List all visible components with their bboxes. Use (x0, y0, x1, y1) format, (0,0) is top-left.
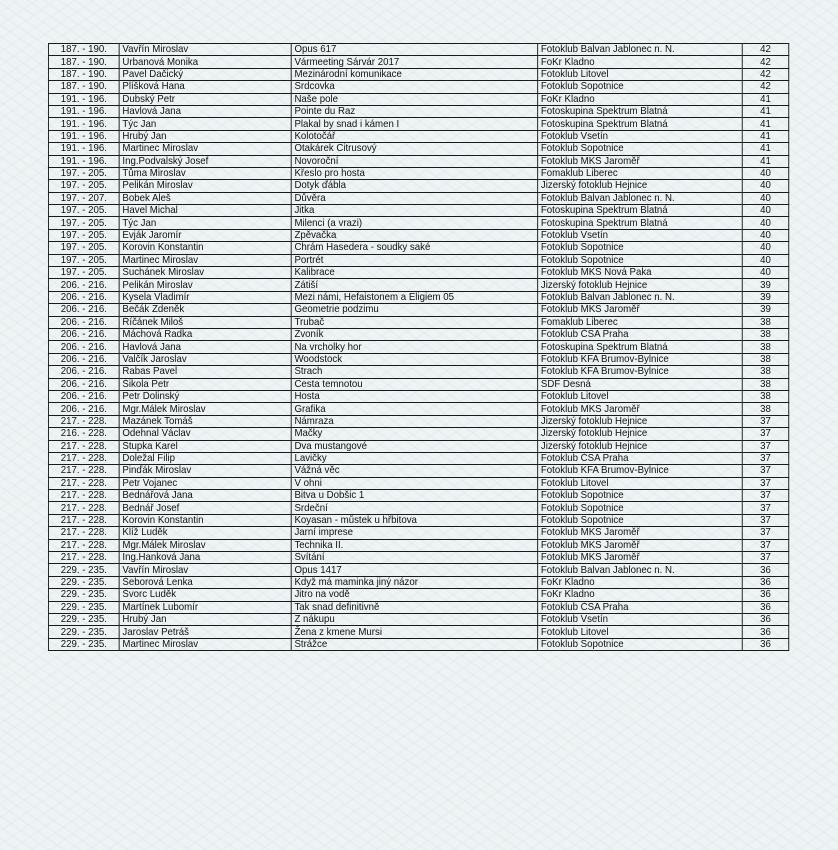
photo-title-cell: Opus 617 (291, 44, 537, 56)
photo-title-cell: Chrám Hasedera - soudky saké (291, 242, 537, 254)
table-row (48, 403, 788, 415)
rank-cell: 197. - 205. (48, 267, 119, 279)
score-cell: 42 (742, 56, 789, 68)
rank-cell: 197. - 205. (48, 254, 119, 266)
club-cell: Fotoskupina Spektrum Blatná (538, 341, 743, 353)
author-name-cell: Martinec Miroslav (119, 254, 291, 266)
photo-title-cell: Tak snad definitivně (291, 601, 537, 613)
table-row (48, 465, 788, 477)
club-cell: Fotoklub Balvan Jablonec n. N. (538, 192, 743, 204)
score-cell: 37 (742, 452, 789, 464)
score-cell: 36 (742, 601, 789, 613)
rank-cell: 229. - 235. (48, 613, 119, 625)
author-name-cell: Bobek Aleš (119, 192, 291, 204)
table-row (48, 353, 788, 365)
photo-title-cell: Bitva u Dobšic 1 (291, 490, 537, 502)
author-name-cell: Ing.Podvalský Josef (119, 155, 291, 167)
club-cell: Fotoklub Sopotnice (538, 638, 743, 650)
club-cell: Fotoklub KFA Brumov-Bylnice (538, 366, 743, 378)
table-row (48, 242, 788, 254)
score-cell: 38 (742, 366, 789, 378)
club-cell: FoKr Kladno (538, 93, 743, 105)
author-name-cell: Pavel Dačický (119, 68, 291, 80)
rank-cell: 229. - 235. (48, 638, 119, 650)
rank-cell: 206. - 216. (48, 366, 119, 378)
rank-cell: 197. - 205. (48, 217, 119, 229)
club-cell: Jizerský fotoklub Hejnice (538, 415, 743, 427)
club-cell: Fotoskupina Spektrum Blatná (538, 217, 743, 229)
author-name-cell: Petr Dolinský (119, 390, 291, 402)
club-cell: Fomaklub Liberec (538, 316, 743, 328)
photo-title-cell: Hosta (291, 390, 537, 402)
club-cell: Fotoklub Litovel (538, 390, 743, 402)
rank-cell: 229. - 235. (48, 601, 119, 613)
club-cell: Fotoklub Balvan Jablonec n. N. (538, 44, 743, 56)
score-cell: 38 (742, 378, 789, 390)
author-name-cell: Klíž Luděk (119, 527, 291, 539)
photo-title-cell: Jarní imprese (291, 527, 537, 539)
author-name-cell: Martinec Miroslav (119, 638, 291, 650)
table-row (48, 390, 788, 402)
club-cell: Fotoklub Vsetín (538, 229, 743, 241)
photo-title-cell: Jitro na vodě (291, 589, 537, 601)
photo-title-cell: Žena z kmene Mursi (291, 626, 537, 638)
photo-title-cell: Portrét (291, 254, 537, 266)
club-cell: Fotoklub MKS Jaroměř (538, 539, 743, 551)
author-name-cell: Pelikán Miroslav (119, 180, 291, 192)
author-name-cell: Šikola Petr (119, 378, 291, 390)
club-cell: Jizerský fotoklub Hejnice (538, 428, 743, 440)
table-row (48, 589, 788, 601)
author-name-cell: Havel Michal (119, 205, 291, 217)
table-row (48, 638, 788, 650)
author-name-cell: Dubský Petr (119, 93, 291, 105)
club-cell: Fotoklub MKS Jaroměř (538, 155, 743, 167)
rank-cell: 206. - 216. (48, 341, 119, 353)
photo-title-cell: Námraza (291, 415, 537, 427)
score-cell: 37 (742, 465, 789, 477)
score-cell: 37 (742, 477, 789, 489)
table-row (48, 68, 788, 80)
score-cell: 40 (742, 229, 789, 241)
photo-title-cell: Zpěvačka (291, 229, 537, 241)
rank-cell: 217. - 228. (48, 452, 119, 464)
club-cell: Fotoskupina Spektrum Blatná (538, 205, 743, 217)
club-cell: Fotoklub MKS Jaroměř (538, 304, 743, 316)
club-cell: Fotoklub ČSA Praha (538, 328, 743, 340)
table-row (48, 229, 788, 241)
table-row (48, 205, 788, 217)
rank-cell: 191. - 196. (48, 118, 119, 130)
table-row (48, 477, 788, 489)
rank-cell: 191. - 196. (48, 105, 119, 117)
author-name-cell: Havlová Jana (119, 341, 291, 353)
club-cell: Jizerský fotoklub Hejnice (538, 180, 743, 192)
score-cell: 40 (742, 167, 789, 179)
photo-title-cell: Strach (291, 366, 537, 378)
photo-title-cell: Zvoník (291, 328, 537, 340)
club-cell: FoKr Kladno (538, 576, 743, 588)
photo-title-cell: Cesta temnotou (291, 378, 537, 390)
club-cell: Fotoklub Litovel (538, 68, 743, 80)
author-name-cell: Urbanová Monika (119, 56, 291, 68)
results-table (48, 43, 789, 651)
table-row (48, 93, 788, 105)
score-cell: 41 (742, 93, 789, 105)
photo-title-cell: Strážce (291, 638, 537, 650)
photo-title-cell: Mačky (291, 428, 537, 440)
author-name-cell: Havlová Jana (119, 105, 291, 117)
author-name-cell: Bednářová Jana (119, 490, 291, 502)
table-row (48, 279, 788, 291)
author-name-cell: Hrubý Jan (119, 613, 291, 625)
photo-title-cell: Novoroční (291, 155, 537, 167)
photo-title-cell: Zátiší (291, 279, 537, 291)
author-name-cell: Suchánek Miroslav (119, 267, 291, 279)
rank-cell: 206. - 216. (48, 291, 119, 303)
rank-cell: 206. - 216. (48, 304, 119, 316)
score-cell: 38 (742, 390, 789, 402)
table-row (48, 452, 788, 464)
score-cell: 37 (742, 440, 789, 452)
table-row (48, 267, 788, 279)
rank-cell: 187. - 190. (48, 44, 119, 56)
table-row (48, 143, 788, 155)
rank-cell: 191. - 196. (48, 93, 119, 105)
club-cell: Fotoklub Sopotnice (538, 81, 743, 93)
author-name-cell: Bečák Zdeněk (119, 304, 291, 316)
photo-title-cell: Vážná věc (291, 465, 537, 477)
photo-title-cell: Woodstock (291, 353, 537, 365)
author-name-cell: Tůma Miroslav (119, 167, 291, 179)
author-name-cell: Mgr.Málek Miroslav (119, 403, 291, 415)
photo-title-cell: Pointe du Raz (291, 105, 537, 117)
rank-cell: 206. - 216. (48, 378, 119, 390)
club-cell: Fotoklub Litovel (538, 626, 743, 638)
author-name-cell: Valčík Jaroslav (119, 353, 291, 365)
author-name-cell: Bednář Josef (119, 502, 291, 514)
photo-title-cell: Dotyk ďábla (291, 180, 537, 192)
rank-cell: 229. - 235. (48, 589, 119, 601)
author-name-cell: Mgr.Málek Miroslav (119, 539, 291, 551)
score-cell: 36 (742, 564, 789, 576)
table-row (48, 527, 788, 539)
score-cell: 40 (742, 242, 789, 254)
table-row (48, 44, 788, 56)
club-cell: Fotoklub Sopotnice (538, 143, 743, 155)
score-cell: 38 (742, 316, 789, 328)
club-cell: Fotoklub Litovel (538, 477, 743, 489)
club-cell: Fotoklub Sopotnice (538, 514, 743, 526)
score-cell: 41 (742, 143, 789, 155)
score-cell: 40 (742, 205, 789, 217)
rank-cell: 217. - 228. (48, 477, 119, 489)
photo-title-cell: Jitka (291, 205, 537, 217)
club-cell: Fotoklub MKS Jaroměř (538, 552, 743, 564)
results-body (48, 44, 788, 651)
score-cell: 41 (742, 155, 789, 167)
table-row (48, 415, 788, 427)
photo-title-cell: Koyasan - můstek u hřbitova (291, 514, 537, 526)
rank-cell: 191. - 196. (48, 155, 119, 167)
photo-title-cell: Trubač (291, 316, 537, 328)
rank-cell: 187. - 190. (48, 81, 119, 93)
club-cell: Fotoskupina Spektrum Blatná (538, 118, 743, 130)
table-row (48, 626, 788, 638)
club-cell: FoKr Kladno (538, 56, 743, 68)
rank-cell: 217. - 228. (48, 465, 119, 477)
score-cell: 37 (742, 428, 789, 440)
score-cell: 42 (742, 68, 789, 80)
table-row (48, 254, 788, 266)
table-row (48, 341, 788, 353)
author-name-cell: Stupka Karel (119, 440, 291, 452)
photo-title-cell: Na vrcholky hor (291, 341, 537, 353)
rank-cell: 187. - 190. (48, 68, 119, 80)
rank-cell: 229. - 235. (48, 576, 119, 588)
table-row (48, 428, 788, 440)
author-name-cell: Máchová Radka (119, 328, 291, 340)
table-row (48, 291, 788, 303)
table-row (48, 502, 788, 514)
photo-title-cell: Lavičky (291, 452, 537, 464)
rank-cell: 217. - 228. (48, 415, 119, 427)
table-row (48, 118, 788, 130)
table-row (48, 180, 788, 192)
score-cell: 41 (742, 118, 789, 130)
photo-title-cell: Naše pole (291, 93, 537, 105)
rank-cell: 191. - 196. (48, 130, 119, 142)
author-name-cell: Ing.Hanková Jana (119, 552, 291, 564)
table-row (48, 304, 788, 316)
rank-cell: 217. - 228. (48, 527, 119, 539)
photo-title-cell: Opus 1417 (291, 564, 537, 576)
rank-cell: 191. - 196. (48, 143, 119, 155)
photo-title-cell: Plakal by snad i kámen I (291, 118, 537, 130)
photo-title-cell: Otakárek Citrusový (291, 143, 537, 155)
club-cell: Fotoklub Sopotnice (538, 254, 743, 266)
score-cell: 38 (742, 341, 789, 353)
rank-cell: 216. - 228. (48, 428, 119, 440)
author-name-cell: Hrubý Jan (119, 130, 291, 142)
club-cell: Fotoklub Balvan Jablonec n. N. (538, 564, 743, 576)
table-row (48, 564, 788, 576)
score-cell: 39 (742, 279, 789, 291)
table-row (48, 217, 788, 229)
photo-title-cell: Milenci (a vrazi) (291, 217, 537, 229)
author-name-cell: Doležal Filip (119, 452, 291, 464)
score-cell: 40 (742, 254, 789, 266)
photo-title-cell: Mezinárodní komunikace (291, 68, 537, 80)
rank-cell: 229. - 235. (48, 564, 119, 576)
table-row (48, 130, 788, 142)
author-name-cell: Martinec Miroslav (119, 143, 291, 155)
table-row (48, 539, 788, 551)
rank-cell: 206. - 216. (48, 328, 119, 340)
rank-cell: 217. - 228. (48, 514, 119, 526)
author-name-cell: Mazánek Tomáš (119, 415, 291, 427)
table-row (48, 192, 788, 204)
club-cell: Fotoklub ČSA Praha (538, 452, 743, 464)
table-row (48, 81, 788, 93)
table-row (48, 613, 788, 625)
club-cell: Jizerský fotoklub Hejnice (538, 279, 743, 291)
rank-cell: 197. - 205. (48, 205, 119, 217)
club-cell: Fotoklub ČSA Praha (538, 601, 743, 613)
photo-title-cell: Křeslo pro hosta (291, 167, 537, 179)
author-name-cell: Jaroslav Petráš (119, 626, 291, 638)
author-name-cell: Petr Vojanec (119, 477, 291, 489)
score-cell: 37 (742, 514, 789, 526)
table-row (48, 576, 788, 588)
rank-cell: 217. - 228. (48, 490, 119, 502)
author-name-cell: Kysela Vladimír (119, 291, 291, 303)
score-cell: 37 (742, 539, 789, 551)
score-cell: 40 (742, 217, 789, 229)
score-cell: 38 (742, 328, 789, 340)
club-cell: Fotoklub Balvan Jablonec n. N. (538, 291, 743, 303)
club-cell: Fotoklub Sopotnice (538, 242, 743, 254)
table-row (48, 514, 788, 526)
score-cell: 37 (742, 415, 789, 427)
club-cell: Fotoklub MKS Jaroměř (538, 403, 743, 415)
author-name-cell: Rabas Pavel (119, 366, 291, 378)
table-row (48, 490, 788, 502)
score-cell: 36 (742, 589, 789, 601)
photo-title-cell: Mezi námi, Hefaistonem a Eligiem 05 (291, 291, 537, 303)
score-cell: 39 (742, 291, 789, 303)
club-cell: Fotoklub KFA Brumov-Bylnice (538, 465, 743, 477)
table-row (48, 167, 788, 179)
score-cell: 36 (742, 638, 789, 650)
rank-cell: 229. - 235. (48, 626, 119, 638)
author-name-cell: Korovin Konstantin (119, 514, 291, 526)
score-cell: 41 (742, 130, 789, 142)
club-cell: Fotoklub KFA Brumov-Bylnice (538, 353, 743, 365)
photo-title-cell: Svítání (291, 552, 537, 564)
author-name-cell: Týc Jan (119, 217, 291, 229)
rank-cell: 187. - 190. (48, 56, 119, 68)
score-cell: 38 (742, 353, 789, 365)
rank-cell: 206. - 216. (48, 390, 119, 402)
club-cell: Fotoklub Sopotnice (538, 490, 743, 502)
author-name-cell: Pinďák Miroslav (119, 465, 291, 477)
score-cell: 42 (742, 81, 789, 93)
author-name-cell: Říčánek Miloš (119, 316, 291, 328)
rank-cell: 217. - 228. (48, 502, 119, 514)
table-row (48, 56, 788, 68)
club-cell: SDF Desná (538, 378, 743, 390)
score-cell: 40 (742, 267, 789, 279)
rank-cell: 197. - 207. (48, 192, 119, 204)
score-cell: 37 (742, 502, 789, 514)
photo-title-cell: Z nákupu (291, 613, 537, 625)
score-cell: 41 (742, 105, 789, 117)
score-cell: 36 (742, 613, 789, 625)
photo-title-cell: Geometrie podzimu (291, 304, 537, 316)
photo-title-cell: Dva mustangové (291, 440, 537, 452)
author-name-cell: Vavřín Miroslav (119, 44, 291, 56)
author-name-cell: Odehnal Václav (119, 428, 291, 440)
score-cell: 40 (742, 192, 789, 204)
club-cell: Fotoklub Sopotnice (538, 502, 743, 514)
author-name-cell: Švorc Luděk (119, 589, 291, 601)
score-cell: 37 (742, 527, 789, 539)
rank-cell: 197. - 205. (48, 180, 119, 192)
score-cell: 42 (742, 44, 789, 56)
author-name-cell: Korovin Konstantin (119, 242, 291, 254)
score-cell: 37 (742, 490, 789, 502)
score-cell: 36 (742, 626, 789, 638)
table-row (48, 378, 788, 390)
rank-cell: 217. - 228. (48, 552, 119, 564)
photo-title-cell: Kolotočář (291, 130, 537, 142)
club-cell: Fotoklub Vsetín (538, 130, 743, 142)
photo-title-cell: Grafika (291, 403, 537, 415)
table-row (48, 366, 788, 378)
club-cell: Jizerský fotoklub Hejnice (538, 440, 743, 452)
score-cell: 40 (742, 180, 789, 192)
club-cell: FoKr Kladno (538, 589, 743, 601)
author-name-cell: Vavřín Miroslav (119, 564, 291, 576)
table-row (48, 601, 788, 613)
photo-title-cell: Kalibrace (291, 267, 537, 279)
score-cell: 37 (742, 552, 789, 564)
rank-cell: 217. - 228. (48, 539, 119, 551)
table-row (48, 105, 788, 117)
club-cell: Fotoklub MKS Nová Paka (538, 267, 743, 279)
rank-cell: 206. - 216. (48, 403, 119, 415)
table-row (48, 316, 788, 328)
club-cell: Fotoskupina Spektrum Blatná (538, 105, 743, 117)
photo-title-cell: Technika II. (291, 539, 537, 551)
author-name-cell: Pelikán Miroslav (119, 279, 291, 291)
score-cell: 38 (742, 403, 789, 415)
table-row (48, 328, 788, 340)
club-cell: Fotoklub MKS Jaroměř (538, 527, 743, 539)
table-row (48, 552, 788, 564)
author-name-cell: Šeborová Lenka (119, 576, 291, 588)
photo-title-cell: Důvěra (291, 192, 537, 204)
table-row (48, 440, 788, 452)
photo-title-cell: Srdcovka (291, 81, 537, 93)
rank-cell: 197. - 205. (48, 229, 119, 241)
rank-cell: 206. - 216. (48, 279, 119, 291)
rank-cell: 217. - 228. (48, 440, 119, 452)
photo-title-cell: V ohni (291, 477, 537, 489)
rank-cell: 206. - 216. (48, 353, 119, 365)
photo-title-cell: Srdeční (291, 502, 537, 514)
author-name-cell: Evják Jaromír (119, 229, 291, 241)
author-name-cell: Plíšková Hana (119, 81, 291, 93)
table-row (48, 155, 788, 167)
rank-cell: 206. - 216. (48, 316, 119, 328)
author-name-cell: Martínek Lubomír (119, 601, 291, 613)
rank-cell: 197. - 205. (48, 242, 119, 254)
author-name-cell: Týc Jan (119, 118, 291, 130)
photo-title-cell: Vármeeting Sárvár 2017 (291, 56, 537, 68)
score-cell: 36 (742, 576, 789, 588)
club-cell: Fomaklub Liberec (538, 167, 743, 179)
club-cell: Fotoklub Vsetín (538, 613, 743, 625)
rank-cell: 197. - 205. (48, 167, 119, 179)
score-cell: 39 (742, 304, 789, 316)
photo-title-cell: Když má maminka jiný názor (291, 576, 537, 588)
